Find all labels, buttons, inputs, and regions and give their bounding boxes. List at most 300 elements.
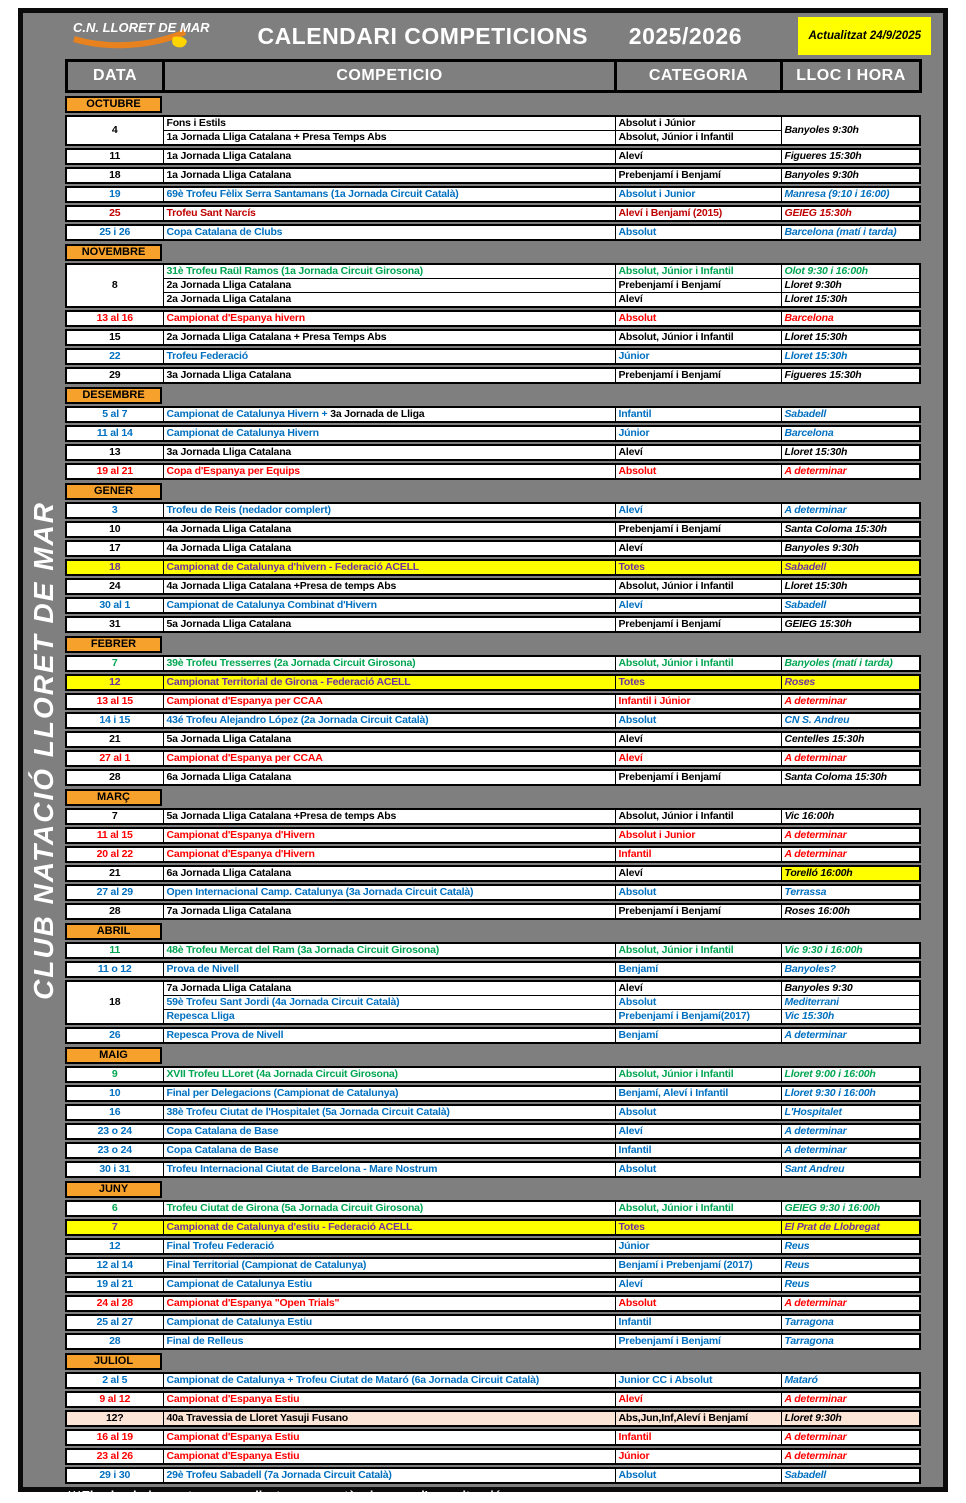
event-group bbox=[65, 769, 921, 786]
event-group bbox=[65, 148, 921, 165]
column-header-lloc: LLOC I HORA bbox=[782, 61, 921, 92]
event-row bbox=[66, 1258, 920, 1273]
event-group bbox=[65, 1429, 921, 1446]
date-cell: 4 bbox=[66, 116, 163, 145]
category-cell: Prebenjamí i Benjamí bbox=[615, 770, 781, 785]
event-row bbox=[66, 279, 920, 293]
location-cell: Banyoles (matí i tarda) bbox=[781, 656, 920, 671]
category-cell: Absolut, Júnior i Infantil bbox=[615, 1201, 781, 1216]
location-cell: Lloret 15:30h bbox=[781, 349, 920, 364]
location-cell: CN S. Andreu bbox=[781, 713, 920, 728]
category-cell: Absolut bbox=[615, 1468, 781, 1483]
location-cell: A determinar bbox=[781, 694, 920, 709]
competition-cell: Campionat d'Espanya per CCAA bbox=[163, 694, 615, 709]
competition-cell: Copa Catalana de Base bbox=[163, 1143, 615, 1158]
event-group bbox=[65, 1448, 921, 1465]
category-cell: Absolut bbox=[615, 885, 781, 900]
event-group bbox=[65, 521, 921, 538]
date-cell: 7 bbox=[66, 809, 163, 824]
competition-cell: Trofeu de Reis (nedador complert) bbox=[163, 503, 615, 518]
date-cell: 21 bbox=[66, 732, 163, 747]
date-cell: 21 bbox=[66, 866, 163, 881]
location-cell: Mataró bbox=[781, 1373, 920, 1388]
category-cell: Aleví i Benjamí (2015) bbox=[615, 206, 781, 221]
competition-cell: Trofeu Internacional Ciutat de Barcelona - Mare Nostrum bbox=[163, 1162, 615, 1177]
month-header: MAIG bbox=[65, 1047, 162, 1064]
event-row bbox=[66, 1296, 920, 1311]
category-cell: Absolut, Júnior i Infantil bbox=[615, 264, 781, 279]
competition-cell: Campionat d'Espanya hivern bbox=[163, 311, 615, 326]
date-cell: 13 bbox=[66, 445, 163, 460]
competition-cell: Open Internacional Camp. Catalunya (3a Jornada Circuit Català) bbox=[163, 885, 615, 900]
event-row bbox=[66, 503, 920, 518]
event-row bbox=[66, 1201, 920, 1216]
category-cell: Absolut bbox=[615, 225, 781, 240]
event-row bbox=[66, 1124, 920, 1139]
calendar-frame bbox=[18, 8, 948, 1503]
category-cell: Aleví bbox=[615, 751, 781, 766]
category-cell: Absolut bbox=[615, 1105, 781, 1120]
event-group bbox=[65, 980, 921, 1025]
date-cell: 11 o 12 bbox=[66, 962, 163, 977]
competition-cell: 39è Trofeu Tresserres (2a Jornada Circuit Girosona) bbox=[163, 656, 615, 671]
category-cell: Aleví bbox=[615, 866, 781, 881]
date-cell: 24 bbox=[66, 579, 163, 594]
category-cell: Aleví bbox=[615, 598, 781, 613]
location-cell: Banyoles 9:30h bbox=[781, 541, 920, 556]
category-cell: Aleví bbox=[615, 541, 781, 556]
event-row bbox=[66, 866, 920, 881]
competition-cell: Copa Catalana de Clubs bbox=[163, 225, 615, 240]
category-cell: Absolut, Júnior i Infantil bbox=[615, 943, 781, 958]
event-row bbox=[66, 1086, 920, 1101]
date-cell: 16 bbox=[66, 1105, 163, 1120]
category-cell: Absolut, Júnior i Infantil bbox=[615, 809, 781, 824]
month-header: JULIOL bbox=[65, 1353, 162, 1370]
date-cell: 16 al 19 bbox=[66, 1430, 163, 1445]
event-row bbox=[66, 1430, 920, 1445]
date-cell: 31 bbox=[66, 617, 163, 632]
event-row bbox=[66, 1220, 920, 1235]
date-cell: 28 bbox=[66, 904, 163, 919]
club-logo bbox=[65, 15, 210, 58]
location-cell: Reus bbox=[781, 1239, 920, 1254]
event-group bbox=[65, 425, 921, 442]
date-cell: 11 bbox=[66, 149, 163, 164]
date-cell: 3 bbox=[66, 503, 163, 518]
location-cell: Sabadell bbox=[781, 407, 920, 422]
location-cell: A determinar bbox=[781, 464, 920, 479]
date-cell: 30 al 1 bbox=[66, 598, 163, 613]
location-cell: Reus bbox=[781, 1258, 920, 1273]
event-group bbox=[65, 1104, 921, 1121]
date-cell: 12 al 14 bbox=[66, 1258, 163, 1273]
location-cell: Barcelona (matí i tarda) bbox=[781, 225, 920, 240]
event-row bbox=[66, 1373, 920, 1388]
competition-cell: Campionat d'Espanya Estiu bbox=[163, 1430, 615, 1445]
category-cell: Aleví bbox=[615, 1124, 781, 1139]
category-cell: Benjamí i Prebenjamí (2017) bbox=[615, 1258, 781, 1273]
competition-cell: Campionat d'Espanya Estiu bbox=[163, 1449, 615, 1464]
location-cell: Banyoles? bbox=[781, 962, 920, 977]
competition-cell: Copa Catalana de Base bbox=[163, 1124, 615, 1139]
event-group bbox=[65, 1123, 921, 1140]
date-cell: 7 bbox=[66, 656, 163, 671]
location-cell: Sant Andreu bbox=[781, 1162, 920, 1177]
location-cell: Barcelona bbox=[781, 311, 920, 326]
category-cell: Absolut bbox=[615, 996, 781, 1010]
category-cell: Absolut, Júnior i Infantil bbox=[615, 1067, 781, 1082]
event-row bbox=[66, 694, 920, 709]
category-cell: Absolut bbox=[615, 464, 781, 479]
location-cell: A determinar bbox=[781, 1430, 920, 1445]
category-cell: Prebenjamí i Benjamí bbox=[615, 617, 781, 632]
location-cell: Figueres 15:30h bbox=[781, 149, 920, 164]
category-cell: Júnior bbox=[615, 426, 781, 441]
competition-cell: XVII Trofeu LLoret (4a Jornada Circuit Girosona) bbox=[163, 1067, 615, 1082]
event-row bbox=[66, 828, 920, 843]
event-row bbox=[66, 1162, 920, 1177]
event-group bbox=[65, 693, 921, 710]
date-cell: 24 al 28 bbox=[66, 1296, 163, 1311]
location-cell: Lloret 15:30h bbox=[781, 445, 920, 460]
month-header: OCTUBRE bbox=[65, 96, 162, 113]
event-group bbox=[65, 1295, 921, 1312]
category-cell: Prebenjamí i Benjamí bbox=[615, 1334, 781, 1349]
location-cell: Sabadell bbox=[781, 598, 920, 613]
category-cell: Absolut, Júnior i Infantil bbox=[615, 656, 781, 671]
event-row bbox=[66, 407, 920, 422]
event-row bbox=[66, 981, 920, 996]
location-cell: Centelles 15:30h bbox=[781, 732, 920, 747]
location-cell: Lloret 9:00 i 16:00h bbox=[781, 1067, 920, 1082]
event-row bbox=[66, 579, 920, 594]
date-cell: 9 al 12 bbox=[66, 1392, 163, 1407]
date-cell: 11 al 15 bbox=[66, 828, 163, 843]
event-row bbox=[66, 770, 920, 785]
competition-cell: 5a Jornada Lliga Catalana +Presa de temps Abs bbox=[163, 809, 615, 824]
column-header-competicio: COMPETICIO bbox=[164, 61, 616, 92]
event-group bbox=[65, 1027, 921, 1044]
event-group bbox=[65, 186, 921, 203]
date-cell: 11 bbox=[66, 943, 163, 958]
event-group bbox=[65, 205, 921, 222]
location-cell: A determinar bbox=[781, 503, 920, 518]
category-cell: Aleví bbox=[615, 445, 781, 460]
date-cell: 19 al 21 bbox=[66, 1277, 163, 1292]
event-group bbox=[65, 115, 921, 146]
competition-cell: Trofeu Ciutat de Girona (5a Jornada Circuit Girosona) bbox=[163, 1201, 615, 1216]
date-cell: 10 bbox=[66, 1086, 163, 1101]
competition-cell: Campionat de Catalunya Estiu bbox=[163, 1277, 615, 1292]
event-row bbox=[66, 1468, 920, 1483]
competition-cell: Fons i Estils bbox=[163, 116, 615, 131]
column-header-categoria: CATEGORIA bbox=[616, 61, 782, 92]
competition-cell: 6a Jornada Lliga Catalana bbox=[163, 866, 615, 881]
date-cell: 11 al 14 bbox=[66, 426, 163, 441]
location-cell: Vic 16:00h bbox=[781, 809, 920, 824]
location-cell: Tarragona bbox=[781, 1315, 920, 1330]
competition-cell: 7a Jornada Lliga Catalana bbox=[163, 981, 615, 996]
category-cell: Aleví bbox=[615, 732, 781, 747]
date-cell: 23 o 24 bbox=[66, 1124, 163, 1139]
event-group bbox=[65, 1333, 921, 1350]
category-cell: Absolut bbox=[615, 311, 781, 326]
event-row bbox=[66, 1010, 920, 1025]
location-cell: GEIEG 15:30h bbox=[781, 206, 920, 221]
month-header: MARÇ bbox=[65, 789, 162, 806]
date-cell: 27 al 29 bbox=[66, 885, 163, 900]
event-group bbox=[65, 406, 921, 423]
event-group bbox=[65, 1391, 921, 1408]
event-group bbox=[65, 674, 921, 691]
updated-badge: Actualitzat 24/9/2025 bbox=[798, 17, 931, 55]
event-group bbox=[65, 224, 921, 241]
location-cell: Figueres 15:30h bbox=[781, 368, 920, 383]
category-cell: Abs,Jun,Inf,Aleví i Benjamí bbox=[615, 1411, 781, 1426]
competition-cell: Trofeu Sant Narcís bbox=[163, 206, 615, 221]
location-cell: A determinar bbox=[781, 1028, 920, 1043]
competition-cell: 69è Trofeu Fèlix Serra Santamans (1a Jornada Circuit Català) bbox=[163, 187, 615, 202]
event-group bbox=[65, 712, 921, 729]
date-cell: 5 al 7 bbox=[66, 407, 163, 422]
date-cell: 6 bbox=[66, 1201, 163, 1216]
event-group bbox=[65, 502, 921, 519]
event-row bbox=[66, 264, 920, 279]
location-cell: Santa Coloma 15:30h bbox=[781, 522, 920, 537]
month-header: ABRIL bbox=[65, 923, 162, 940]
date-cell: 14 i 15 bbox=[66, 713, 163, 728]
club-logo-graphic bbox=[69, 15, 210, 53]
category-cell: Absolut, Júnior i Infantil bbox=[615, 330, 781, 345]
date-cell: 12 bbox=[66, 1239, 163, 1254]
competition-cell: 3a Jornada Lliga Catalana bbox=[163, 368, 615, 383]
location-cell: Sabadell bbox=[781, 1468, 920, 1483]
category-cell: Aleví bbox=[615, 503, 781, 518]
event-row bbox=[66, 809, 920, 824]
category-cell: Absolut bbox=[615, 1162, 781, 1177]
location-cell: A determinar bbox=[781, 1296, 920, 1311]
event-row bbox=[66, 996, 920, 1010]
event-group bbox=[65, 1467, 921, 1484]
event-row bbox=[66, 713, 920, 728]
event-group bbox=[65, 329, 921, 346]
date-cell: 15 bbox=[66, 330, 163, 345]
event-row bbox=[66, 598, 920, 613]
event-row bbox=[66, 1105, 920, 1120]
event-row bbox=[66, 149, 920, 164]
location-cell: Terrassa bbox=[781, 885, 920, 900]
event-row bbox=[66, 1239, 920, 1254]
event-row bbox=[66, 847, 920, 862]
event-row bbox=[66, 1392, 920, 1407]
date-cell: 2 al 5 bbox=[66, 1373, 163, 1388]
competition-cell: Campionat de Catalunya Hivern bbox=[163, 426, 615, 441]
column-header-row bbox=[65, 59, 922, 93]
category-cell: Infantil bbox=[615, 1430, 781, 1445]
competition-cell: 5a Jornada Lliga Catalana bbox=[163, 617, 615, 632]
event-row bbox=[66, 732, 920, 747]
date-cell: 18 bbox=[66, 981, 163, 1024]
competition-cell: Repesca Prova de Nivell bbox=[163, 1028, 615, 1043]
date-cell: 22 bbox=[66, 349, 163, 364]
competition-cell: Campionat de Catalunya Estiu bbox=[163, 1315, 615, 1330]
event-group bbox=[65, 942, 921, 959]
event-group bbox=[65, 1142, 921, 1159]
location-cell: Vic 15:30h bbox=[781, 1010, 920, 1025]
event-row bbox=[66, 464, 920, 479]
date-cell: 19 al 21 bbox=[66, 464, 163, 479]
event-row bbox=[66, 1449, 920, 1464]
month-header: NOVEMBRE bbox=[65, 244, 162, 261]
event-group bbox=[65, 961, 921, 978]
date-cell: 17 bbox=[66, 541, 163, 556]
event-row bbox=[66, 116, 920, 131]
date-cell: 25 i 26 bbox=[66, 225, 163, 240]
event-group bbox=[65, 1219, 921, 1236]
season-text: 2025/2026 bbox=[628, 22, 743, 49]
competition-cell: Campionat de Catalunya + Trofeu Ciutat de Mataró (6a Jornada Circuit Català) bbox=[163, 1373, 615, 1388]
location-cell: Manresa (9:10 i 16:00) bbox=[781, 187, 920, 202]
competition-cell: Campionat Territorial de Girona - Federació ACELL bbox=[163, 675, 615, 690]
competition-cell: 4a Jornada Lliga Catalana bbox=[163, 522, 615, 537]
event-group bbox=[65, 1066, 921, 1083]
location-cell: Banyoles 9:30h bbox=[781, 116, 920, 145]
category-cell: Prebenjamí i Benjamí bbox=[615, 522, 781, 537]
location-cell: Mediterrani bbox=[781, 996, 920, 1010]
category-cell: Infantil bbox=[615, 1315, 781, 1330]
event-group bbox=[65, 827, 921, 844]
event-row bbox=[66, 206, 920, 221]
location-cell: A determinar bbox=[781, 1143, 920, 1158]
category-cell: Aleví bbox=[615, 293, 781, 308]
category-cell: Júnior bbox=[615, 1239, 781, 1254]
event-group bbox=[65, 903, 921, 920]
competition-cell: Campionat d'Espanya "Open Trials" bbox=[163, 1296, 615, 1311]
date-cell: 29 i 30 bbox=[66, 1468, 163, 1483]
category-cell: Infantil bbox=[615, 407, 781, 422]
competition-cell: 40a Travessia de Lloret Yasuji Fusano bbox=[163, 1411, 615, 1426]
date-cell: 25 al 27 bbox=[66, 1315, 163, 1330]
month-header: JUNY bbox=[65, 1181, 162, 1198]
competition-cell: 2a Jornada Lliga Catalana bbox=[163, 279, 615, 293]
location-cell: Roses 16:00h bbox=[781, 904, 920, 919]
event-group bbox=[65, 750, 921, 767]
category-cell: Aleví bbox=[615, 1277, 781, 1292]
competition-cell: 29è Trofeu Sabadell (7a Jornada Circuit Català) bbox=[163, 1468, 615, 1483]
category-cell: Infantil bbox=[615, 847, 781, 862]
event-group bbox=[65, 444, 921, 461]
date-cell: 13 al 16 bbox=[66, 311, 163, 326]
competition-cell: Campionat de Catalunya Combinat d'Hivern bbox=[163, 598, 615, 613]
category-cell: Infantil bbox=[615, 1143, 781, 1158]
location-cell: Lloret 15:30h bbox=[781, 293, 920, 308]
competition-cell: 48è Trofeu Mercat del Ram (3a Jornada Circuit Girosona) bbox=[163, 943, 615, 958]
category-cell: Totes bbox=[615, 1220, 781, 1235]
date-cell: 23 al 26 bbox=[66, 1449, 163, 1464]
event-group bbox=[65, 865, 921, 882]
event-row bbox=[66, 330, 920, 345]
event-group bbox=[65, 578, 921, 595]
event-group bbox=[65, 263, 921, 308]
date-cell: 18 bbox=[66, 168, 163, 183]
location-cell: A determinar bbox=[781, 1392, 920, 1407]
event-group bbox=[65, 1257, 921, 1274]
event-group bbox=[65, 884, 921, 901]
competition-cell: Final de Relleus bbox=[163, 1334, 615, 1349]
category-cell: Prebenjamí i Benjamí(2017) bbox=[615, 1010, 781, 1025]
event-group bbox=[65, 367, 921, 384]
title-text: CALENDARI COMPETICIONS bbox=[257, 22, 588, 49]
location-cell: A determinar bbox=[781, 1449, 920, 1464]
competition-cell: Campionat de Catalunya d'estiu - Federació ACELL bbox=[163, 1220, 615, 1235]
event-group bbox=[65, 559, 921, 576]
competition-cell: Final Territorial (Campionat de Catalunya) bbox=[163, 1258, 615, 1273]
event-group bbox=[65, 1161, 921, 1178]
competition-cell: 59è Trofeu Sant Jordi (4a Jornada Circuit Català) bbox=[163, 996, 615, 1010]
category-cell: Absolut bbox=[615, 1296, 781, 1311]
category-cell: Infantil i Júnior bbox=[615, 694, 781, 709]
column-header-data: DATA bbox=[67, 61, 164, 92]
event-group bbox=[65, 731, 921, 748]
event-group bbox=[65, 310, 921, 327]
location-cell: A determinar bbox=[781, 828, 920, 843]
category-cell: Absolut i Junior bbox=[615, 187, 781, 202]
event-row bbox=[66, 675, 920, 690]
event-row bbox=[66, 1334, 920, 1349]
club-name-vertical: CLUB NATACIÓ LLORET DE MAR bbox=[28, 500, 59, 1000]
category-cell: Prebenjamí i Benjamí bbox=[615, 168, 781, 183]
event-group bbox=[65, 808, 921, 825]
footnote: ***El calendari es pot veure modicat per raons tècniques o d'organització bbox=[67, 1489, 502, 1503]
category-cell: Absolut i Júnior bbox=[615, 116, 781, 131]
location-cell: Banyoles 9:30h bbox=[781, 168, 920, 183]
competition-cell: Repesca Lliga bbox=[163, 1010, 615, 1025]
competition-cell: Campionat d'Espanya d'Hivern bbox=[163, 828, 615, 843]
date-cell: 20 al 22 bbox=[66, 847, 163, 862]
category-cell: Aleví bbox=[615, 149, 781, 164]
event-group bbox=[65, 167, 921, 184]
competition-cell: Copa d'Espanya per Equips bbox=[163, 464, 615, 479]
event-group bbox=[65, 1085, 921, 1102]
event-row bbox=[66, 168, 920, 183]
event-group bbox=[65, 1200, 921, 1217]
club-name-sidebar bbox=[23, 13, 65, 1487]
event-group bbox=[65, 348, 921, 365]
competition-cell: 38è Trofeu Ciutat de l'Hospitalet (5a Jornada Circuit Català) bbox=[163, 1105, 615, 1120]
competition-cell: 31è Trofeu Raül Ramos (1a Jornada Circuit Girosona) bbox=[163, 264, 615, 279]
competition-cell: 4a Jornada Lliga Catalana +Presa de temps Abs bbox=[163, 579, 615, 594]
competition-cell: Campionat d'Espanya Estiu bbox=[163, 1392, 615, 1407]
header-bar bbox=[65, 15, 931, 57]
event-row bbox=[66, 349, 920, 364]
competition-cell: 2a Jornada Lliga Catalana bbox=[163, 293, 615, 308]
location-cell: Vic 9:30 i 16:00h bbox=[781, 943, 920, 958]
event-row bbox=[66, 187, 920, 202]
location-cell: Barcelona bbox=[781, 426, 920, 441]
event-row bbox=[66, 751, 920, 766]
location-cell: GEIEG 9:30 i 16:00h bbox=[781, 1201, 920, 1216]
competition-cell: 6a Jornada Lliga Catalana bbox=[163, 770, 615, 785]
category-cell: Prebenjamí i Benjamí bbox=[615, 279, 781, 293]
category-cell: Absolut, Júnior i Infantil bbox=[615, 579, 781, 594]
date-cell: 9 bbox=[66, 1067, 163, 1082]
competition-cell: 43é Trofeu Alejandro López (2a Jornada Circuit Català) bbox=[163, 713, 615, 728]
category-cell: Absolut, Júnior i Infantil bbox=[615, 131, 781, 146]
date-cell: 12 bbox=[66, 675, 163, 690]
event-row bbox=[66, 368, 920, 383]
location-cell: Lloret 9:30 i 16:00h bbox=[781, 1086, 920, 1101]
